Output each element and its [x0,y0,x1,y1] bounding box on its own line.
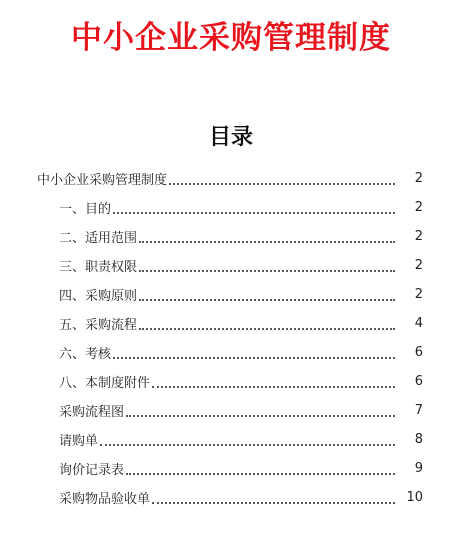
toc-entry[interactable] [0,164,462,193]
toc-entry-label: 六、考核 [59,347,112,362]
toc-dot-leader [139,286,395,301]
toc-dot-leader [126,460,395,475]
toc-entry[interactable] [0,425,462,454]
toc-dot-leader [169,170,395,185]
table-of-contents [0,164,462,512]
toc-entry-label: 采购物品验收单 [59,492,151,507]
toc-entry-label: 询价记录表 [59,463,125,478]
toc-entry-page: 2 [414,258,423,273]
toc-entry[interactable] [0,280,462,309]
toc-entry[interactable] [0,309,462,338]
toc-entry[interactable] [0,483,462,512]
toc-entry-page: 4 [414,316,423,331]
toc-entry-page: 9 [414,461,423,476]
toc-entry[interactable] [0,454,462,483]
toc-dot-leader [139,257,395,272]
toc-dot-leader [152,489,395,504]
toc-entry-page: 6 [414,345,423,360]
toc-entry-label: 二、适用范围 [59,231,138,246]
toc-dot-leader [113,199,395,214]
toc-heading: 目录 [208,125,253,150]
toc-entry-page: 2 [414,200,423,215]
toc-entry[interactable] [0,367,462,396]
toc-entry-page: 2 [414,171,423,186]
toc-entry-page: 2 [414,287,423,302]
toc-entry-page: 7 [414,403,423,418]
toc-entry[interactable] [0,222,462,251]
toc-entry-label: 请购单 [59,434,99,449]
document-title: 中小企业采购管理制度 [71,20,391,56]
toc-dot-leader [100,431,395,446]
toc-dot-leader [139,228,395,243]
toc-entry-label: 三、职责权限 [59,260,138,275]
toc-dot-leader [152,373,395,388]
toc-dot-leader [126,402,395,417]
toc-entry-label: 一、目的 [59,202,112,217]
toc-entry[interactable] [0,251,462,280]
toc-entry-page: 8 [414,432,423,447]
toc-entry[interactable] [0,338,462,367]
toc-entry-label: 中小企业采购管理制度 [37,173,168,188]
toc-dot-leader [139,315,395,330]
toc-entry-page: 2 [414,229,423,244]
toc-entry[interactable] [0,193,462,222]
toc-entry[interactable] [0,396,462,425]
toc-entry-label: 四、采购原则 [59,289,138,304]
toc-entry-label: 八、本制度附件 [59,376,151,391]
toc-dot-leader [113,344,395,359]
toc-entry-label: 五、采购流程 [59,318,138,333]
toc-entry-label: 采购流程图 [59,405,125,420]
toc-entry-page: 10 [406,490,423,505]
toc-entry-page: 6 [414,374,423,389]
